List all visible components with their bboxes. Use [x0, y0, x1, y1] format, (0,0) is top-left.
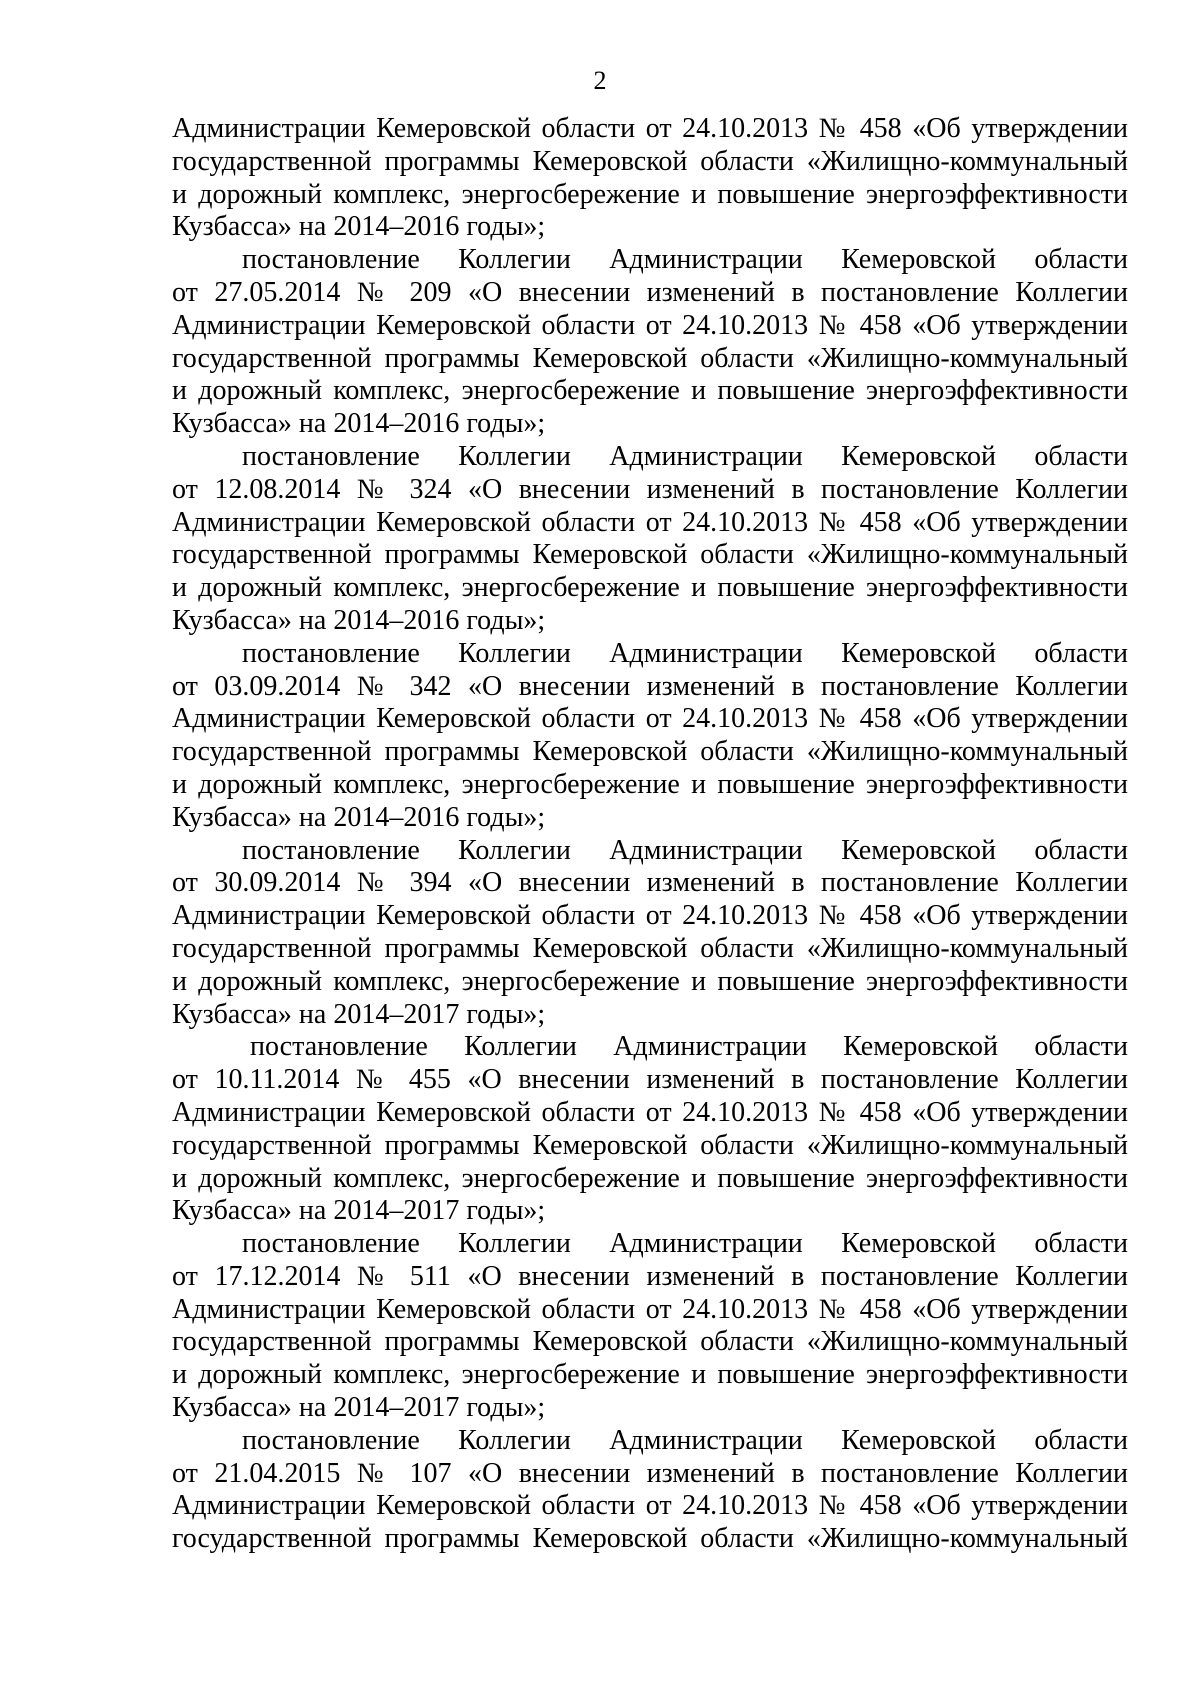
text-line: государственной программы Кемеровской области «Жилищно-коммунальный — [172, 1523, 1128, 1555]
text-line: Кузбасса» на 2014–2017 годы»; — [172, 998, 546, 1030]
text-line: от 17.12.2014 № 511 «О внесении изменений в постановление Коллегии — [172, 1260, 1128, 1292]
text-line: государственной программы Кемеровской области «Жилищно-коммунальный — [172, 145, 1128, 177]
text-line: Администрации Кемеровской области от 24.10.2013 № 458 «Об утверждении — [172, 309, 1128, 341]
text-line: Администрации Кемеровской области от 24.10.2013 № 458 «Об утверждении — [172, 506, 1128, 538]
text-line: государственной программы Кемеровской области «Жилищно-коммунальный — [172, 1326, 1128, 1358]
text-line: и дорожный комплекс, энергосбережение и повышение энергоэффективности — [172, 1359, 1128, 1391]
text-line: от 30.09.2014 № 394 «О внесении изменений в постановление Коллегии — [172, 867, 1128, 899]
text-line: от 12.08.2014 № 324 «О внесении изменений в постановление Коллегии — [172, 473, 1128, 505]
text-line: и дорожный комплекс, энергосбережение и повышение энергоэффективности — [172, 965, 1128, 997]
text-line: постановление Коллегии Администрации Кемеровской области — [242, 440, 1128, 472]
text-line: Кузбасса» на 2014–2016 годы»; — [172, 408, 546, 440]
text-line: и дорожный комплекс, энергосбережение и повышение энергоэффективности — [172, 1162, 1128, 1194]
text-line: от 21.04.2015 № 107 «О внесении изменений в постановление Коллегии — [172, 1457, 1128, 1489]
text-line: постановление Коллегии Администрации Кемеровской области — [242, 637, 1128, 669]
text-line: от 03.09.2014 № 342 «О внесении изменений в постановление Коллегии — [172, 670, 1128, 702]
document-body — [172, 113, 1128, 1556]
text-line: и дорожный комплекс, энергосбережение и повышение энергоэффективности — [172, 572, 1128, 604]
text-line: Кузбасса» на 2014–2016 годы»; — [172, 801, 546, 833]
text-line: Кузбасса» на 2014–2016 годы»; — [172, 211, 546, 243]
text-line: Кузбасса» на 2014–2017 годы»; — [172, 1195, 546, 1227]
text-line: Администрации Кемеровской области от 24.10.2013 № 458 «Об утверждении — [172, 1293, 1128, 1325]
text-line: от 27.05.2014 № 209 «О внесении изменений в постановление Коллегии — [172, 276, 1128, 308]
text-line: Администрации Кемеровской области от 24.10.2013 № 458 «Об утверждении — [172, 703, 1128, 735]
text-line: постановление Коллегии Администрации Кемеровской области — [250, 1031, 1128, 1063]
text-line: Администрации Кемеровской области от 24.10.2013 № 458 «Об утверждении — [172, 1096, 1128, 1128]
text-line: Администрации Кемеровской области от 24.10.2013 № 458 «Об утверждении — [172, 1490, 1128, 1522]
text-line: постановление Коллегии Администрации Кемеровской области — [242, 1424, 1128, 1456]
text-line: Кузбасса» на 2014–2017 годы»; — [172, 1392, 546, 1424]
text-line: государственной программы Кемеровской области «Жилищно-коммунальный — [172, 539, 1128, 571]
text-line: государственной программы Кемеровской области «Жилищно-коммунальный — [172, 932, 1128, 964]
text-line: от 10.11.2014 № 455 «О внесении изменений в постановление Коллегии — [172, 1064, 1128, 1096]
text-line: постановление Коллегии Администрации Кемеровской области — [242, 834, 1128, 866]
text-line: и дорожный комплекс, энергосбережение и повышение энергоэффективности — [172, 178, 1128, 210]
text-line: постановление Коллегии Администрации Кемеровской области — [242, 1228, 1128, 1260]
text-line: постановление Коллегии Администрации Кемеровской области — [242, 244, 1128, 276]
page-number: 2 — [593, 66, 607, 95]
text-line: государственной программы Кемеровской области «Жилищно-коммунальный — [172, 342, 1128, 374]
text-line: и дорожный комплекс, энергосбережение и повышение энергоэффективности — [172, 375, 1128, 407]
text-line: государственной программы Кемеровской области «Жилищно-коммунальный — [172, 1129, 1128, 1161]
text-line: государственной программы Кемеровской области «Жилищно-коммунальный — [172, 736, 1128, 768]
text-line: и дорожный комплекс, энергосбережение и повышение энергоэффективности — [172, 768, 1128, 800]
text-line: Кузбасса» на 2014–2016 годы»; — [172, 604, 546, 636]
text-line: Администрации Кемеровской области от 24.10.2013 № 458 «Об утверждении — [172, 113, 1128, 144]
text-line: Администрации Кемеровской области от 24.10.2013 № 458 «Об утверждении — [172, 900, 1128, 932]
